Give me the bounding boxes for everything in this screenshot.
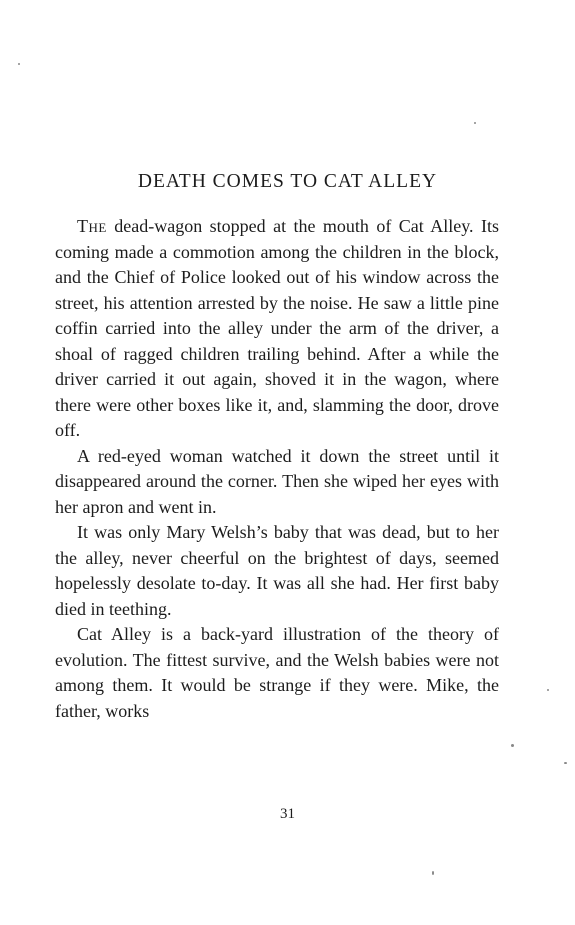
paragraph: It was only Mary Welsh’s baby that was dead, but to her the alley, never cheerful on the brightest of days, seemed hopelessly desolate to-day. It was all she had. Her first baby died in teething. [55, 522, 499, 619]
paragraph: A red-eyed woman watched it down the street until it disappeared around the corner. Then she wiped her eyes with her apron and went in. [55, 445, 499, 517]
scan-speck [511, 744, 514, 747]
scan-speck [474, 122, 476, 124]
scan-speck [547, 689, 549, 691]
scan-speck [564, 762, 567, 764]
paragraph [55, 214, 499, 444]
body-text [55, 214, 499, 724]
opening-word: The [77, 216, 107, 236]
scan-speck [18, 63, 20, 65]
page-number: 31 [280, 806, 295, 822]
paragraph: Cat Alley is a back-yard illustration of the theory of evolution. The fittest survive, and the Welsh babies were not among them. It would be strange if they were. Mike, the father, works [55, 624, 499, 721]
paragraph-text: dead-wagon stopped at the mouth of Cat Alley. Its coming made a commotion among the children in the block, and the Chief of Police looked out of his window across the street, his attention arrested by the noise. He saw a little pine coffin carried into the alley under the arm of the driver, a shoal of ragged children trailing behind. After a while the driver carried it out again, shoved it in the wagon, where there were other boxes like it, and, slamming the door, drove off. [55, 216, 499, 440]
scan-speck [432, 871, 434, 875]
chapter-title: DEATH COMES TO CAT ALLEY [137, 171, 438, 192]
